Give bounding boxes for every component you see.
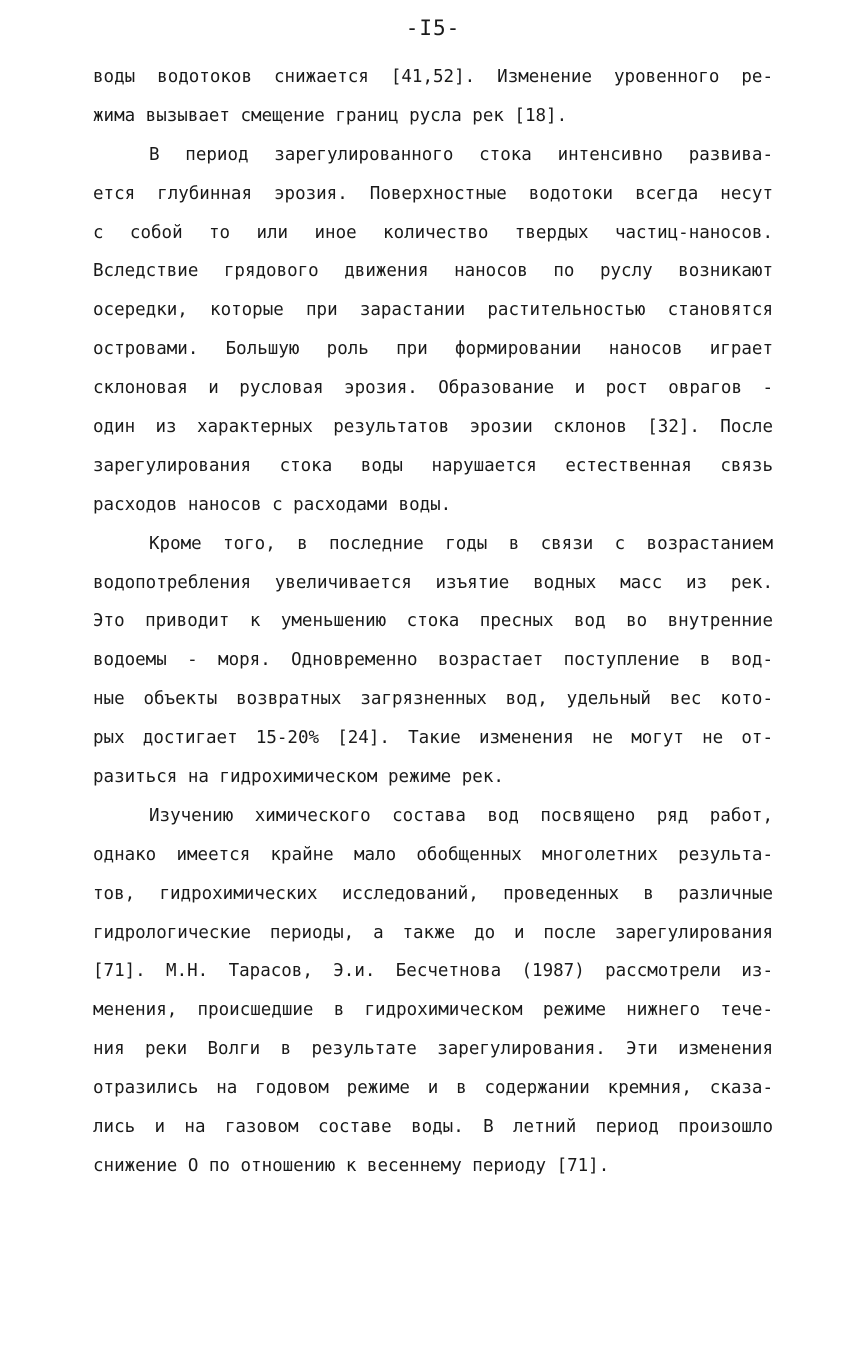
text-line: тов, гидрохимических исследований, проведенных в различные xyxy=(93,883,773,904)
body-text xyxy=(93,58,773,1186)
paragraph-4 xyxy=(93,797,773,1186)
text-line: зарегулирования стока воды нарушается естественная связь xyxy=(93,455,773,476)
text-line: воды водотоков снижается [41,52]. Изменение уровенного ре- xyxy=(93,67,773,87)
text-line: рых достигает 15-20% [24]. Такие изменения не могут не от- xyxy=(93,728,773,749)
paragraph-1 xyxy=(93,58,773,136)
text-line: лись и на газовом составе воды. В летний период произошло xyxy=(93,1117,773,1138)
paragraph-2 xyxy=(93,136,773,525)
text-line: ется глубинная эрозия. Поверхностные водотоки всегда несут xyxy=(93,183,773,204)
text-line: водоемы - моря. Одновременно возрастает поступление в вод- xyxy=(93,650,773,671)
text-line: Это приводит к уменьшению стока пресных вод во внутренние xyxy=(93,611,773,632)
text-line: осередки, которые при зарастании растительностью становятся xyxy=(93,300,773,321)
text-line: жима вызывает смещение границ русла рек [18]. xyxy=(93,105,568,126)
text-line: гидрологические периоды, а также до и после зарегулирования xyxy=(93,922,773,943)
text-line: менения, происшедшие в гидрохимическом режиме нижнего тече- xyxy=(93,1000,773,1021)
paragraph-3 xyxy=(93,525,773,797)
text-line: снижение O по отношению к весеннему периоду [71]. xyxy=(93,1155,610,1176)
text-line: водопотребления увеличивается изъятие водных масс из рек. xyxy=(93,572,773,593)
text-line: склоновая и русловая эрозия. Образование и рост оврагов - xyxy=(93,378,773,399)
text-line: островами. Большую роль при формировании наносов играет xyxy=(93,339,773,360)
text-line: разиться на гидрохимическом режиме рек. xyxy=(93,767,504,788)
text-line: один из характерных результатов эрозии склонов [32]. После xyxy=(93,417,773,438)
text-line: [71]. М.Н. Тарасов, Э.и. Бесчетнова (1987) рассмотрели из- xyxy=(93,961,773,982)
text-line: ные объекты возвратных загрязненных вод, удельный вес кото- xyxy=(93,689,773,710)
text-line: отразились на годовом режиме и в содержании кремния, сказа- xyxy=(93,1078,773,1099)
text-line: с собой то или иное количество твердых частиц-наносов. xyxy=(93,222,773,243)
page-number: -I5- xyxy=(405,16,461,40)
text-line: Изучению химического состава вод посвящено ряд работ, xyxy=(149,805,773,826)
text-line: ния реки Волги в результате зарегулирования. Эти изменения xyxy=(93,1039,773,1060)
text-line: расходов наносов с расходами воды. xyxy=(93,494,452,515)
text-line: Вследствие грядового движения наносов по руслу возникают xyxy=(93,261,773,282)
text-line: однако имеется крайне мало обобщенных многолетних результа- xyxy=(93,844,773,865)
text-line: Кроме того, в последние годы в связи с возрастанием xyxy=(149,533,773,554)
text-line: В период зарегулированного стока интенсивно развива- xyxy=(149,144,773,165)
